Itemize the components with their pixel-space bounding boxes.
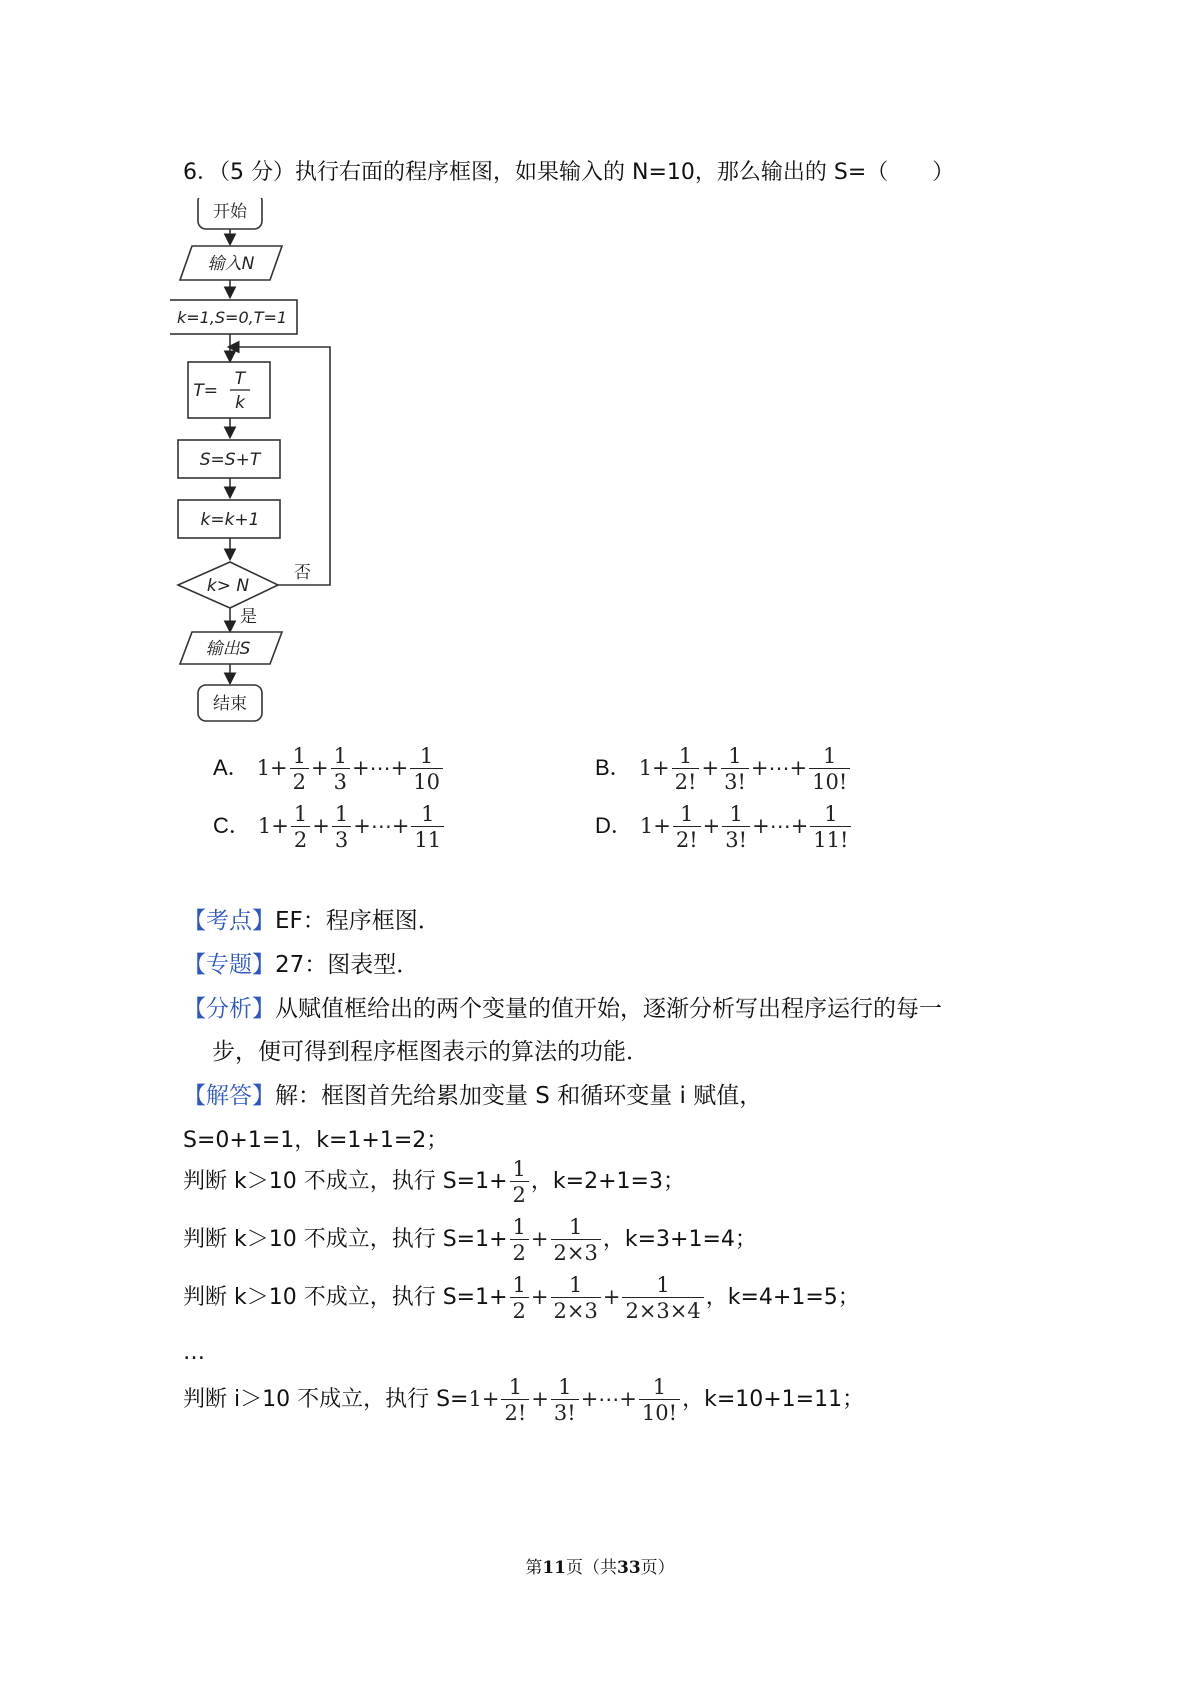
option-a-expr: 1+ $\frac{1}{2}$ + $\frac{1}{3}$ +⋯+ $\frac{1}{10}$ xyxy=(257,756,445,780)
flow-yes-label: 是 xyxy=(240,607,257,627)
fenxi-text-1: 从赋值框给出的两个变量的值开始，逐渐分析写出程序运行的每一 xyxy=(275,996,942,1022)
option-a-label: A． xyxy=(213,755,250,780)
section-fenxi xyxy=(183,990,942,1023)
kaodian-text: EF：程序框图． xyxy=(275,908,441,934)
option-c-label: C． xyxy=(213,813,251,838)
flow-no-label: 否 xyxy=(294,563,311,583)
step-4: 判断 k＞10 不成立，执行 S=1+ $\frac{1}{2}$ + $\frac{1}{2\times 3}$ + $\frac{1}{2\times 3\times 4}$ ，k=4+1=5； xyxy=(183,1273,860,1323)
fenxi-text-2: 步，便可得到程序框图表示的算法的功能． xyxy=(212,1039,649,1065)
zhuanti-tag: 【专题】 xyxy=(183,952,275,978)
flow-step-t-num: T xyxy=(234,369,246,389)
flow-step-k-label: k=k+1 xyxy=(200,510,260,530)
option-a[interactable] xyxy=(213,744,445,795)
flow-init-label: k=1,S=0,T=1 xyxy=(176,308,288,327)
flowchart xyxy=(170,198,380,728)
option-b[interactable] xyxy=(595,744,852,795)
zhuanti-text: 27：图表型． xyxy=(275,952,420,978)
option-d-label: D． xyxy=(595,813,633,838)
option-d-expr: 1+ $\frac{1}{2!}$ + $\frac{1}{3!}$ +⋯+ $\frac{1}{11!}$ xyxy=(640,814,854,838)
flow-step-t-den: k xyxy=(235,393,245,413)
flow-output-label: 输出S xyxy=(205,639,251,659)
section-kaodian xyxy=(183,902,441,935)
step-2: 判断 k＞10 不成立，执行 S=1+ $\frac{1}{2}$ ，k=2+1=3； xyxy=(183,1157,685,1207)
flow-cond-label: k> N xyxy=(206,576,250,596)
question-title: 6．（5 分）执行右面的程序框图，如果输入的 N=10，那么输出的 S=（ ） xyxy=(183,160,955,185)
flow-step-s-label: S=S+T xyxy=(199,450,261,470)
jieda-tag: 【解答】 xyxy=(183,1083,275,1109)
step-3: 判断 k＞10 不成立，执行 S=1+ $\frac{1}{2}$ + $\frac{1}{2\times 3}$ ，k=3+1=4； xyxy=(183,1215,757,1265)
section-zhuanti xyxy=(183,946,419,979)
flow-start-label: 开始 xyxy=(213,202,247,222)
option-c[interactable] xyxy=(213,802,446,853)
step-1: S=0+1=1，k=1+1=2； xyxy=(183,1128,449,1153)
flow-end-label: 结束 xyxy=(213,694,247,714)
jieda-text: 解：框图首先给累加变量 S 和循环变量 i 赋值， xyxy=(275,1083,763,1109)
flow-step-t-lhs: T= xyxy=(193,381,218,401)
step-5: 判断 i＞10 不成立，执行 S=1+ $\frac{1}{2!}$ + $\frac{1}{3!}$ +⋯+ $\frac{1}{10!}$ ，k=10+1=11； xyxy=(183,1375,865,1425)
page-footer: 第11页（共33页） xyxy=(525,1558,675,1578)
option-d[interactable] xyxy=(595,802,853,853)
section-jieda xyxy=(183,1077,762,1110)
step-ellipsis: … xyxy=(183,1340,205,1365)
fenxi-tag: 【分析】 xyxy=(183,996,275,1022)
option-b-label: B． xyxy=(595,755,632,780)
flow-input-label: 输入N xyxy=(207,254,255,274)
option-b-expr: 1+ $\frac{1}{2!}$ + $\frac{1}{3!}$ +⋯+ $\frac{1}{10!}$ xyxy=(639,756,853,780)
kaodian-tag: 【考点】 xyxy=(183,908,275,934)
option-c-expr: 1+ $\frac{1}{2}$ + $\frac{1}{3}$ +⋯+ $\frac{1}{11}$ xyxy=(258,814,446,838)
